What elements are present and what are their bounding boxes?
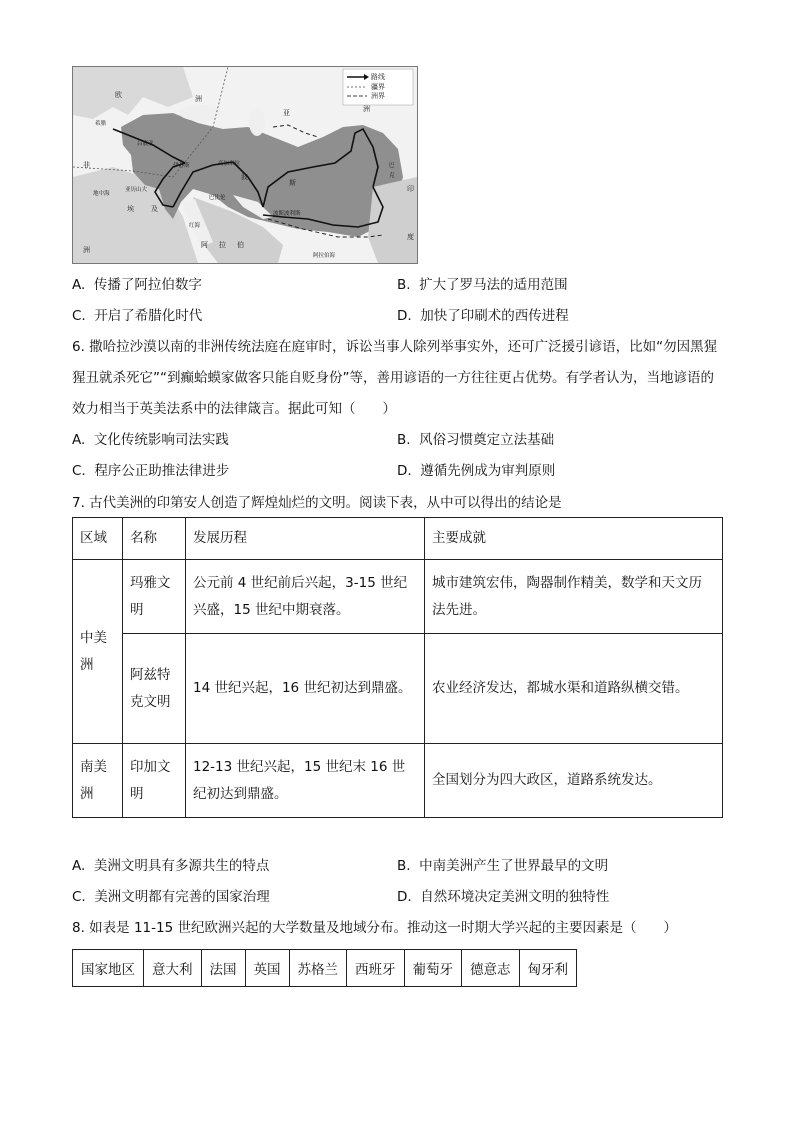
option-text: 加快了印刷术的西传进程 bbox=[420, 308, 569, 324]
option-letter: B. bbox=[397, 432, 411, 448]
cell-name: 阿兹特克文明 bbox=[123, 634, 186, 744]
option-text: 传播了阿拉伯数字 bbox=[93, 277, 202, 293]
cell-name: 玛雅文明 bbox=[123, 560, 186, 634]
header-portugal: 葡萄牙 bbox=[404, 950, 462, 987]
q7-option-b[interactable] bbox=[397, 857, 608, 875]
label-alexandria: 亚历山大 bbox=[125, 187, 148, 193]
option-letter: A. bbox=[72, 277, 86, 293]
label-arabia-c: 伯 bbox=[237, 241, 244, 249]
cell-region: 南美洲 bbox=[73, 744, 123, 818]
cell-history: 12-13 世纪兴起，15 世纪末 16 世纪初达到鼎盛。 bbox=[186, 744, 425, 818]
header-france: 法国 bbox=[201, 950, 245, 987]
option-text: 美洲文明具有多源共生的特点 bbox=[93, 858, 270, 874]
q7-stem: 7. 古代美洲的印第安人创造了辉煌灿烂的文明。阅读下表，从中可以得出的结论是 bbox=[72, 495, 562, 511]
option-text: 开启了希腊化时代 bbox=[94, 308, 203, 324]
q5-option-b[interactable] bbox=[397, 276, 568, 294]
q5-option-d[interactable] bbox=[397, 307, 569, 325]
legend-route-label: 路线 bbox=[371, 73, 385, 81]
label-arabia-b: 拉 bbox=[219, 241, 226, 249]
label-bactria-b: 克 bbox=[389, 173, 395, 179]
label-africa-a: 非 bbox=[83, 161, 90, 169]
caspian-sea bbox=[249, 108, 265, 136]
header-spain: 西班牙 bbox=[347, 950, 405, 987]
header-region: 区域 bbox=[73, 518, 123, 560]
option-text: 遵循先例成为审判原则 bbox=[420, 463, 556, 479]
label-persia-b: 斯 bbox=[289, 179, 296, 187]
label-asia-a: 亚 bbox=[283, 109, 290, 117]
option-letter: D. bbox=[397, 308, 412, 324]
label-india-a: 印 bbox=[407, 185, 414, 193]
header-achievement: 主要成就 bbox=[425, 518, 723, 560]
q7-option-d[interactable] bbox=[397, 888, 609, 906]
header-germany: 德意志 bbox=[462, 950, 520, 987]
q6-option-a[interactable] bbox=[72, 431, 229, 449]
label-europe-a: 欧 bbox=[115, 91, 122, 99]
university-distribution-table bbox=[72, 949, 577, 987]
cell-region: 中美洲 bbox=[73, 560, 123, 744]
label-persepolis: 波斯波利斯 bbox=[273, 211, 301, 217]
label-babylon: 巴比伦 bbox=[209, 195, 226, 201]
table-row bbox=[73, 634, 723, 744]
option-letter: D. bbox=[397, 463, 412, 479]
label-egypt-b: 及 bbox=[151, 205, 158, 213]
q7-option-c[interactable] bbox=[72, 888, 270, 906]
americas-civilization-table bbox=[72, 517, 723, 818]
table-header-row bbox=[73, 950, 577, 987]
option-text: 中南美洲产生了世界最早的文明 bbox=[419, 858, 609, 874]
label-red-sea: 红海 bbox=[189, 223, 201, 229]
label-arabian-sea: 阿拉伯海 bbox=[313, 253, 336, 259]
label-india-b: 度 bbox=[407, 233, 414, 241]
q6-option-c[interactable] bbox=[72, 462, 229, 480]
q6-stem: 6. 撒哈拉沙漠以南的非洲传统法庭在庭审时，诉讼当事人除列举事实外，还可广泛援引谚语，比如“勿因黑猩猩丑就杀死它”“到癫蛤蟆家做客只能自贬身份”等，善用谚语的一方往往更占优势。有学者认为，当地谚语的效力相当于英美法系中的法律箴言。据此可知（ ） bbox=[72, 339, 718, 417]
table-header-row bbox=[73, 518, 723, 560]
label-europe-b: 洲 bbox=[195, 95, 202, 103]
label-issus: 伊苏斯 bbox=[173, 163, 190, 169]
label-bactria-a: 巴 bbox=[389, 163, 395, 169]
table-row bbox=[73, 744, 723, 818]
q6-option-d[interactable] bbox=[397, 462, 555, 480]
option-text: 美洲文明都有完善的国家治理 bbox=[94, 889, 270, 905]
label-egypt-a: 埃 bbox=[127, 205, 134, 213]
black-sea bbox=[179, 105, 223, 121]
header-italy: 意大利 bbox=[144, 950, 202, 987]
option-letter: C. bbox=[72, 889, 86, 905]
label-asia-b: 洲 bbox=[363, 105, 370, 113]
label-greece: 希腊 bbox=[95, 121, 107, 127]
label-africa-b: 洲 bbox=[83, 246, 90, 254]
cell-achievement: 农业经济发达，都城水渠和道路纵横交错。 bbox=[425, 634, 723, 744]
header-england: 英国 bbox=[245, 950, 289, 987]
header-name: 名称 bbox=[123, 518, 186, 560]
legend-border-label: 疆界 bbox=[371, 83, 385, 91]
option-letter: B. bbox=[397, 858, 411, 874]
label-persia-a: 波 bbox=[241, 173, 248, 181]
option-text: 程序公正助推法律进步 bbox=[94, 463, 230, 479]
alexander-campaign-map bbox=[73, 67, 417, 263]
q8-stem: 8. 如表是 11-15 世纪欧洲兴起的大学数量及地域分布。推动这一时期大学兴起的主要因素是（ ） bbox=[72, 920, 677, 936]
cell-history: 公元前 4 世纪前后兴起，3-15 世纪兴盛，15 世纪中期衰落。 bbox=[186, 560, 425, 634]
label-mediterranean: 地中海 bbox=[93, 191, 110, 197]
label-gaugamela: 高加米拉 bbox=[218, 161, 241, 167]
header-scotland: 苏格兰 bbox=[289, 950, 347, 987]
q7-option-a[interactable] bbox=[72, 857, 269, 875]
option-letter: A. bbox=[72, 858, 86, 874]
label-lydia: 吕底亚 bbox=[137, 141, 154, 147]
option-letter: C. bbox=[72, 463, 86, 479]
legend-continent-label: 洲界 bbox=[371, 92, 385, 100]
label-arabia-a: 阿 bbox=[201, 241, 208, 249]
q6-option-b[interactable] bbox=[397, 431, 554, 449]
option-text: 风俗习惯奠定立法基础 bbox=[419, 432, 555, 448]
option-text: 自然环境决定美洲文明的独特性 bbox=[420, 889, 610, 905]
option-text: 扩大了罗马法的适用范围 bbox=[419, 277, 568, 293]
option-letter: C. bbox=[72, 308, 86, 324]
option-letter: B. bbox=[397, 277, 411, 293]
option-letter: D. bbox=[397, 889, 412, 905]
header-region: 国家地区 bbox=[73, 950, 144, 987]
cell-achievement: 城市建筑宏伟，陶器制作精美，数学和天文历法先进。 bbox=[425, 560, 723, 634]
option-text: 文化传统影响司法实践 bbox=[93, 432, 229, 448]
cell-achievement: 全国划分为四大政区，道路系统发达。 bbox=[425, 744, 723, 818]
cell-name: 印加文明 bbox=[123, 744, 186, 818]
option-letter: A. bbox=[72, 432, 86, 448]
route-map-figure bbox=[72, 66, 418, 264]
cell-history: 14 世纪兴起，16 世纪初达到鼎盛。 bbox=[186, 634, 425, 744]
header-history: 发展历程 bbox=[186, 518, 425, 560]
q5-option-c[interactable] bbox=[72, 307, 202, 325]
table-row bbox=[73, 560, 723, 634]
q5-option-a[interactable] bbox=[72, 276, 202, 294]
header-hungary: 匈牙利 bbox=[519, 950, 577, 987]
